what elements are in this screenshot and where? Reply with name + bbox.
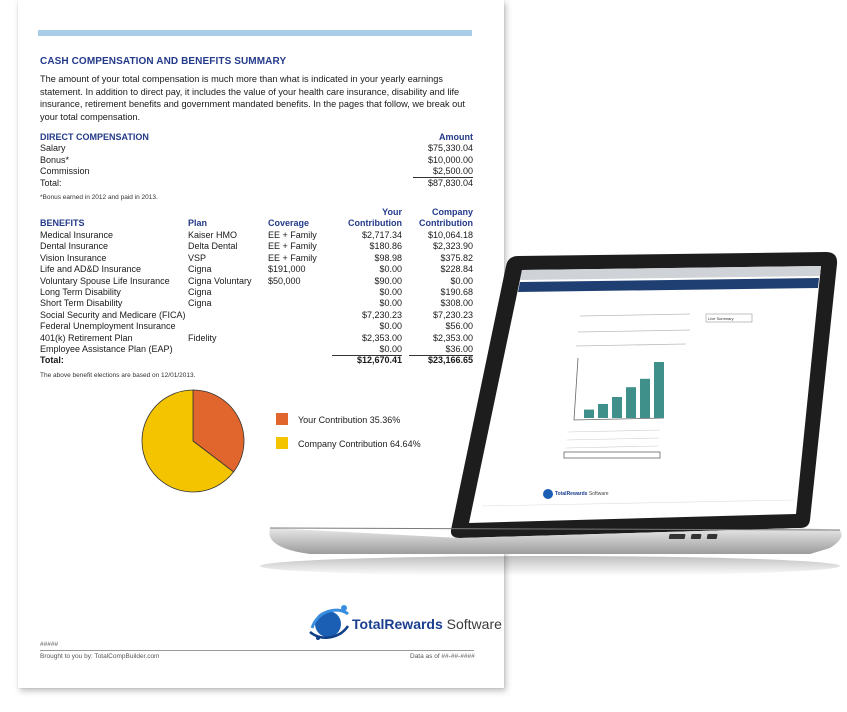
benefit-your-contribution: $180.86 (369, 241, 402, 252)
direct-total-label: Total: (40, 177, 62, 188)
benefit-plan: Cigna (188, 264, 212, 275)
benefit-your-contribution: $0.00 (379, 321, 402, 332)
contribution-pie-chart (138, 386, 248, 496)
benefit-company-contribution: $375.82 (440, 252, 473, 263)
benefit-plan: Cigna Voluntary (188, 275, 252, 286)
benefit-coverage: EE + Family (268, 230, 317, 240)
company-header-1: Company (431, 207, 473, 217)
benefit-company-contribution: $308.00 (440, 298, 473, 309)
benefit-row (40, 230, 473, 241)
direct-compensation-heading: DIRECT COMPENSATION (40, 132, 149, 142)
direct-row (40, 155, 473, 166)
document-title: CASH COMPENSATION AND BENEFITS SUMMARY (40, 56, 287, 67)
benefit-company-contribution: $190.68 (440, 287, 473, 297)
benefits-heading: BENEFITS (40, 218, 85, 228)
direct-amount: $75,330.04 (427, 143, 473, 153)
legend-company-contribution: Company Contribution 64.64% (298, 439, 421, 449)
laptop-bar (612, 397, 622, 418)
benefit-your-contribution: $2,353.00 (361, 332, 402, 343)
benefit-your-contribution: $0.00 (332, 344, 402, 356)
benefit-name: Medical Insurance (40, 230, 114, 240)
direct-label: Bonus* (40, 154, 70, 165)
laptop-illustration (250, 248, 847, 578)
direct-label: Salary (40, 143, 66, 153)
benefit-company-contribution: $2,353.00 (432, 332, 473, 343)
footer-divider (40, 650, 474, 651)
coverage-header: Coverage (268, 218, 310, 228)
direct-amount: $10,000.00 (427, 154, 473, 165)
benefits-total-label: Total: (40, 355, 64, 366)
benefit-company-contribution: $56.00 (445, 321, 473, 332)
benefit-name: Employee Assistance Plan (EAP) (40, 344, 173, 354)
benefit-name: Voluntary Spouse Life Insurance (40, 275, 170, 286)
laptop-bar (654, 362, 664, 418)
benefit-name: Dental Insurance (40, 241, 109, 252)
direct-amount: $2,500.00 (413, 166, 473, 178)
benefit-your-contribution: $0.00 (379, 298, 402, 309)
benefit-plan: Delta Dental (188, 241, 238, 252)
benefit-coverage: $50,000 (268, 275, 301, 286)
your-header-1: Your (382, 207, 402, 217)
benefits-note: The above benefit elections are based on 12/01/2013. (40, 372, 196, 379)
benefit-plan: Fidelity (188, 332, 217, 343)
direct-label: Commission (40, 166, 90, 176)
benefit-company-contribution: $7,230.23 (432, 309, 473, 320)
benefit-your-contribution: $7,230.23 (361, 309, 402, 320)
document-intro: The amount of your total compensation is much more than what is indicated in your yearly earnings statement. In addition to direct pay, it includes the value of your health care insurance, disability and life insurance, retirement benefits and government mandated benefits. In the pages that follow, we break out your total compensation. (40, 74, 465, 122)
header-bar (38, 30, 472, 36)
company-header-2: Contribution (419, 218, 473, 228)
benefit-plan: Cigna (188, 287, 212, 297)
laptop-screen-logo: TotalRewards Software (555, 491, 609, 497)
benefit-company-contribution: $228.84 (440, 264, 473, 275)
globe-swoosh-icon (304, 598, 354, 648)
laptop-bar (598, 404, 608, 418)
footer-brought-by: Brought to you by: TotalCompBuilder.com (40, 653, 160, 660)
laptop-bar (626, 387, 636, 418)
benefit-name: Short Term Disability (40, 298, 123, 309)
benefit-coverage: $191,000 (268, 264, 306, 275)
benefit-company-contribution: $0.00 (450, 275, 473, 286)
bonus-note: *Bonus earned in 2012 and paid in 2013. (40, 194, 158, 201)
direct-row (40, 143, 473, 154)
benefit-company-contribution: $10,064.18 (427, 230, 473, 240)
benefit-name: Social Security and Medicare (FICA) (40, 309, 186, 320)
laptop-bar (640, 379, 650, 418)
footer-data-date: Data as of ##-##-#### (410, 653, 475, 660)
benefit-name: Life and AD&D Insurance (40, 264, 142, 275)
benefit-name: Long Term Disability (40, 287, 121, 297)
benefit-coverage: EE + Family (268, 241, 317, 252)
logo-text: TotalRewards Software (352, 616, 502, 632)
totalrewards-logo (304, 598, 502, 648)
benefit-your-contribution: $0.00 (379, 287, 402, 297)
benefit-company-contribution: $36.00 (409, 344, 473, 356)
direct-row (40, 166, 473, 177)
laptop-mockup (250, 248, 847, 578)
benefit-your-contribution: $0.00 (379, 264, 402, 275)
benefit-company-contribution: $2,323.90 (432, 241, 473, 252)
benefits-total-company: $23,166.65 (427, 355, 473, 366)
footer-code: ##### (40, 641, 59, 648)
direct-total-row (40, 178, 473, 189)
benefit-plan: Cigna (188, 298, 212, 309)
direct-total-amount: $87,830.04 (427, 177, 473, 188)
plan-header: Plan (188, 218, 208, 228)
laptop-side-button: Live Summary (708, 316, 734, 321)
benefit-name: Vision Insurance (40, 252, 107, 263)
benefit-plan: Kaiser HMO (188, 230, 238, 240)
benefit-name: 401(k) Retirement Plan (40, 332, 133, 343)
benefit-coverage: EE + Family (268, 252, 317, 263)
benefit-name: Federal Unemployment Insurance (40, 321, 176, 332)
benefit-plan: VSP (188, 252, 207, 263)
your-header-2: Contribution (348, 218, 402, 228)
benefits-total-your: $12,670.41 (356, 355, 402, 366)
legend-your-contribution: Your Contribution 35.36% (298, 415, 401, 425)
benefit-your-contribution: $98.98 (374, 252, 402, 263)
amount-header: Amount (439, 132, 473, 142)
benefit-your-contribution: $90.00 (374, 275, 402, 286)
laptop-bar (584, 410, 594, 418)
benefit-your-contribution: $2,717.34 (361, 230, 402, 240)
